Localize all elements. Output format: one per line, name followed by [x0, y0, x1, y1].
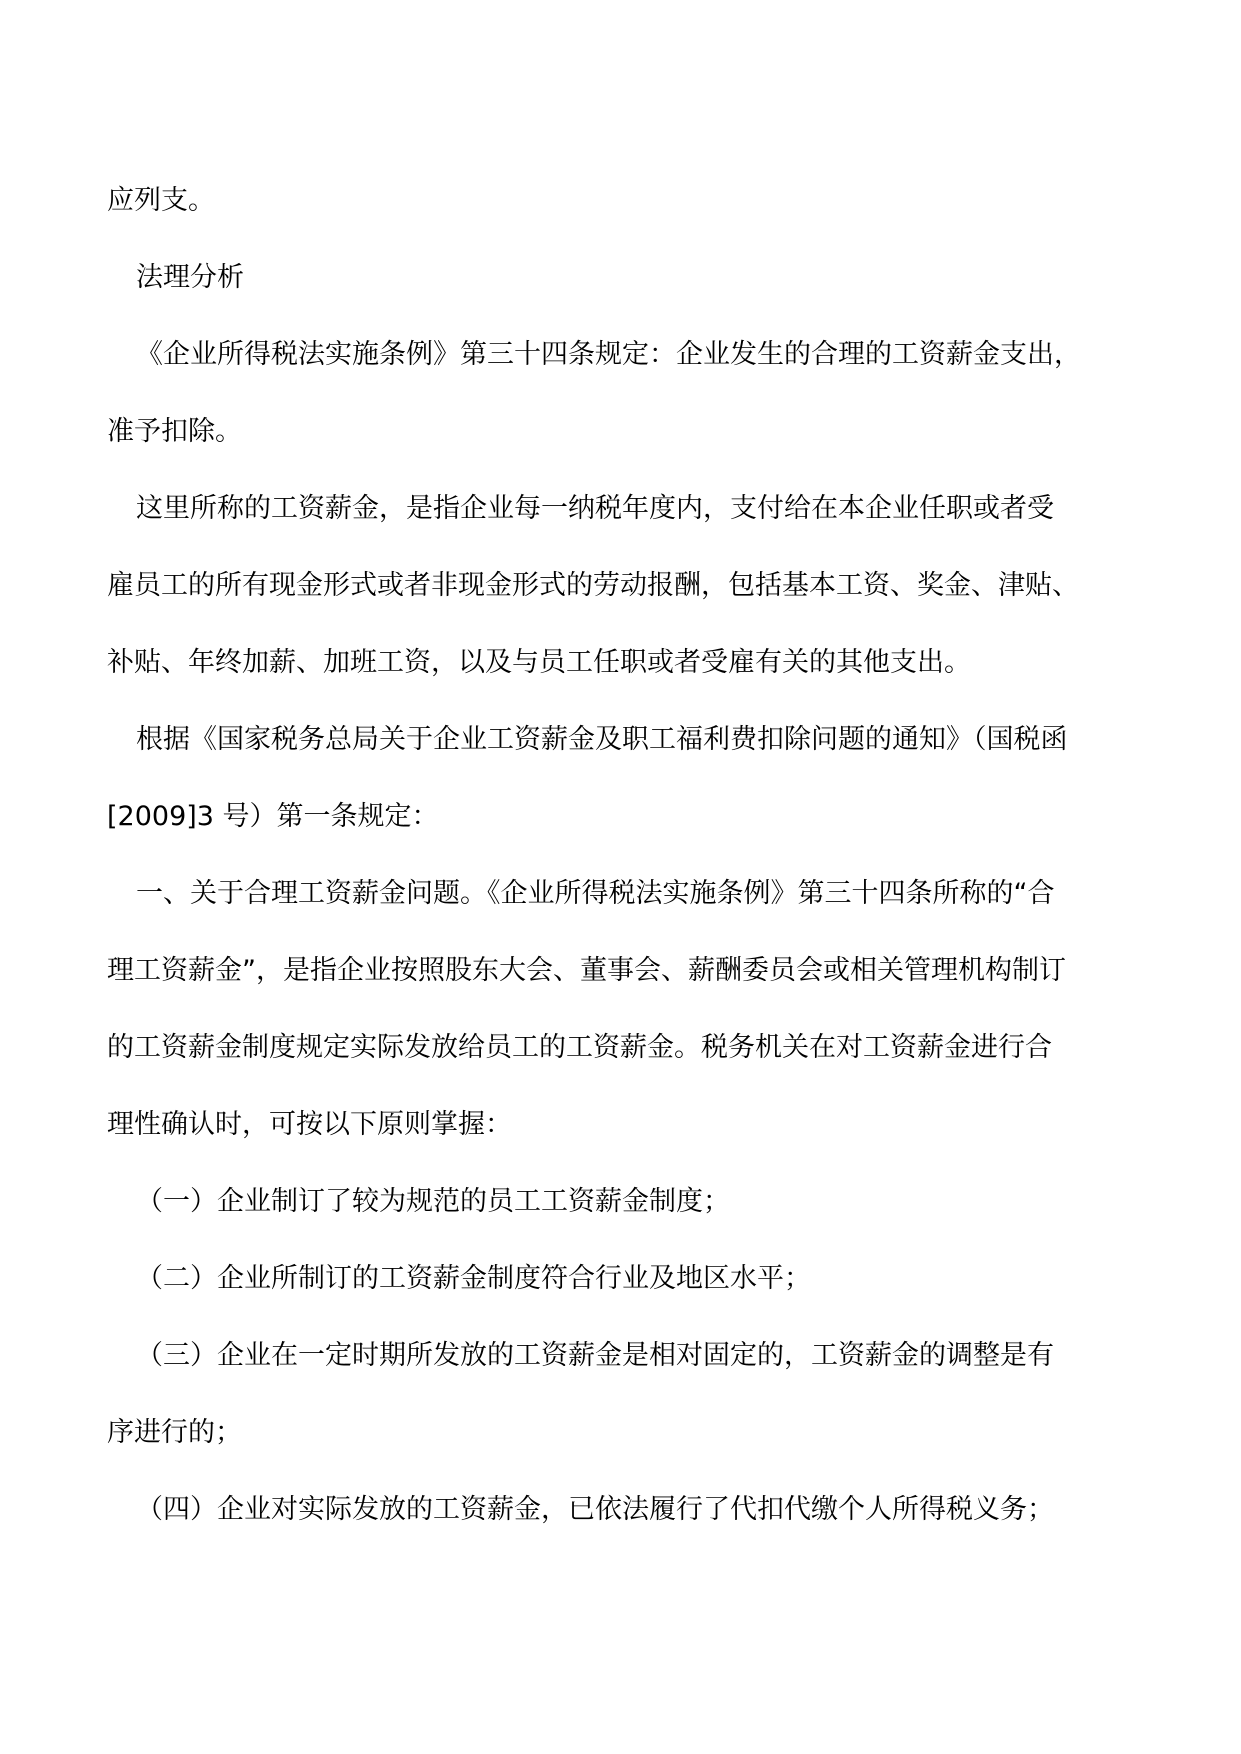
text-line: 补贴、年终加薪、加班工资，以及与员工任职或者受雇有关的其他支出。	[107, 647, 971, 678]
text-line: 应列支。	[107, 185, 215, 216]
list-item: （二）企业所制订的工资薪金制度符合行业及地区水平；	[136, 1263, 811, 1294]
text-line: 理工资薪金”，是指企业按照股东大会、董事会、薪酬委员会或相关管理机构制订	[107, 955, 1066, 986]
text-line: [2009]3 号）第一条规定：	[107, 801, 439, 832]
list-item: （一）企业制订了较为规范的员工工资薪金制度；	[136, 1186, 730, 1217]
text-line: 这里所称的工资薪金，是指企业每一纳税年度内，支付给在本企业任职或者受	[136, 493, 1054, 524]
text-line: 准予扣除。	[107, 416, 242, 447]
document-body	[107, 162, 1137, 1548]
list-item: （四）企业对实际发放的工资薪金，已依法履行了代扣代缴个人所得税义务；	[136, 1494, 1054, 1525]
text-line: 根据《国家税务总局关于企业工资薪金及职工福利费扣除问题的通知》（国税函	[136, 724, 1068, 755]
text-line: 雇员工的所有现金形式或者非现金形式的劳动报酬，包括基本工资、奖金、津贴、	[107, 570, 1079, 601]
text-line: 理性确认时，可按以下原则掌握：	[107, 1109, 512, 1140]
text-line: 《企业所得税法实施条例》第三十四条规定：企业发生的合理的工资薪金支出，	[136, 339, 1081, 370]
list-item: （三）企业在一定时期所发放的工资薪金是相对固定的，工资薪金的调整是有	[136, 1340, 1054, 1371]
section-heading: 法理分析	[136, 262, 244, 293]
text-line: 的工资薪金制度规定实际发放给员工的工资薪金。税务机关在对工资薪金进行合	[107, 1032, 1052, 1063]
text-line: 一、关于合理工资薪金问题。《企业所得税法实施条例》第三十四条所称的“合	[136, 878, 1055, 909]
text-line: 序进行的；	[107, 1417, 242, 1448]
